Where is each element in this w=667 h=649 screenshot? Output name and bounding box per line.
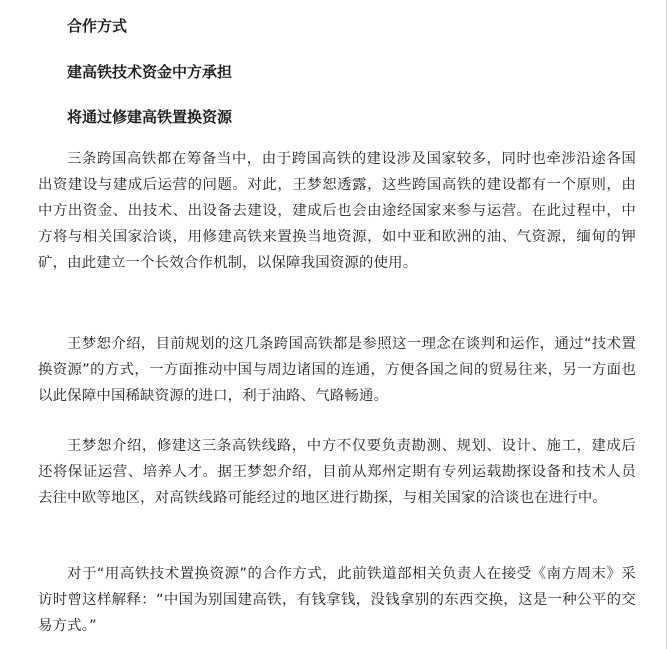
article-paragraph: 对于“用高铁技术置换资源”的合作方式，此前铁道部相关负责人在接受《南方周末》采访时曾这样解释：“中国为别国建高铁，有钱拿钱，没钱拿别的东西交换，这是一种公平的交易方式。” [38,566,636,634]
section-heading-cooperation: 合作方式 [67,17,128,35]
article-paragraph: 王梦恕介绍，修建这三条高铁线路，中方不仅要负责勘测、规划、设计、施工，建成后还将保证运营、培养人才。据王梦恕介绍，目前从郑州定期有专列运载勘探设备和技术人员去往中欧等地区，对高铁线路可能经过的地区进行勘探，与相关国家的洽谈也在进行中。 [38,438,636,506]
article-paragraph: 三条跨国高铁都在筹备当中，由于跨国高铁的建设涉及国家较多，同时也牵涉沿途各国出资建设与建成后运营的问题。对此，王梦恕透露，这些跨国高铁的建设都有一个原则，由中方出资金、出技术、出设备去建设，建成后也会由途经国家来参与运营。在此过程中，中方将与相关国家洽谈，用修建高铁来置换当地资源，如中亚和欧洲的油、气资源，缅甸的钾矿，由此建立一个长效合作机制，以保障我国资源的使用。 [38,151,636,271]
section-subheading-funding: 建高铁技术资金中方承担 [67,63,233,81]
article-paragraph: 王梦恕介绍，目前规划的这几条跨国高铁都是参照这一理念在谈判和运作，通过“技术置换资源”的方式，一方面推动中国与周边诸国的连通，方便各国之间的贸易往来，另一方面也以此保障中国稀缺资源的进口，利于油路、气路畅通。 [38,336,636,404]
section-subheading-resources: 将通过修建高铁置换资源 [67,108,233,126]
